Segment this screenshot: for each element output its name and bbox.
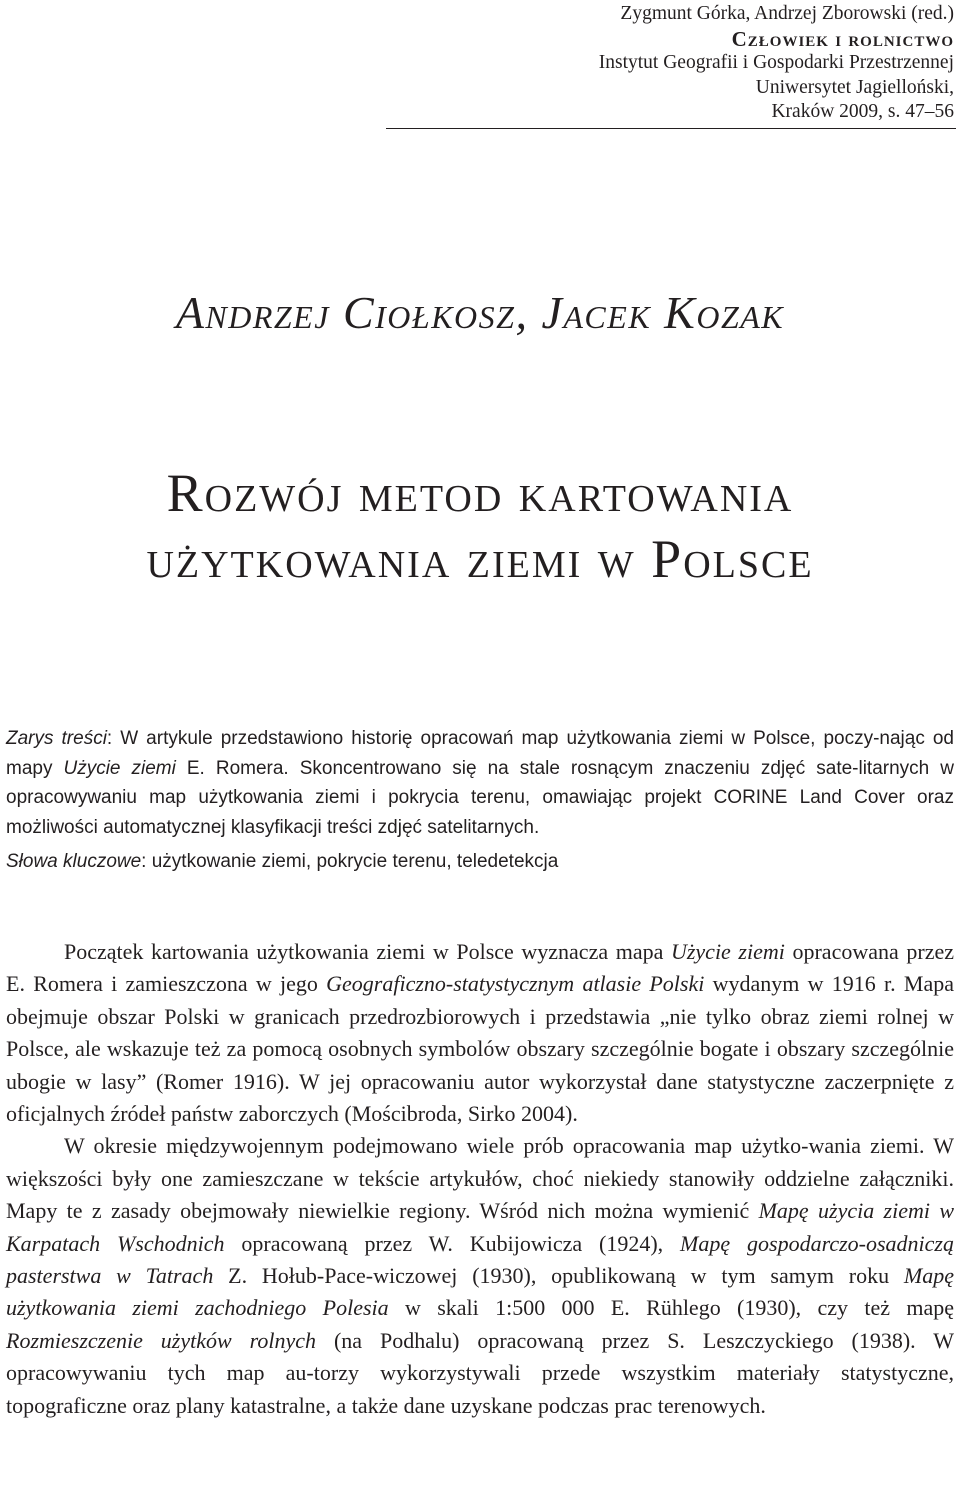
- paragraph-2-text-1: W okresie międzywojennym podejmowano wiele prób opracowania map użytko-wania ziemi. W większości były one zamieszczane w tekście artykułów, choć niekiedy stanowiły oddzielne załączniki. Mapy te z zasady obejmowały niewielkie regiony. Wśród nich można wymienić: [6, 1133, 954, 1224]
- running-header: [354, 2, 954, 125]
- abstract-label: Zarys treści: [6, 728, 107, 749]
- keywords-text: : użytkowanie ziemi, pokrycie terenu, teledetekcja: [141, 851, 559, 872]
- header-divider: [386, 128, 956, 129]
- book-editors: Zygmunt Górka, Andrzej Zborowski (red.): [620, 3, 954, 24]
- paragraph-2-text-4: w skali 1:500 000 E. Rühlego (1930), czy też mapę: [388, 1295, 954, 1321]
- paragraph-2-text-3: Z. Hołub-Pace-wiczowej (1930), opublikowaną w tym samym roku: [213, 1263, 904, 1289]
- paragraph-1-italic-2: Geograficzno-statystycznym atlasie Polski: [326, 971, 705, 997]
- paragraph-2-text-5: (na Podhalu) opracowaną przez S. Leszczyckiego (1938). W opracowywaniu tych map au-torzy wykorzystywali przede wszystkim materiały statystyczne, topograficzne oraz plany katastralne, a także dane uzyskane podczas prac terenowych.: [6, 1327, 954, 1418]
- publication-place-pages: Kraków 2009, s. 47–56: [771, 101, 954, 122]
- keywords: [6, 847, 954, 877]
- article-authors: Andrzej Ciołkosz, Jacek Kozak: [175, 287, 785, 338]
- article-title-line-1: Rozwój metod kartowania: [166, 463, 794, 523]
- paragraph-2-italic-1: Mapę użycia ziemi w Karpatach Wschodnich: [6, 1198, 954, 1256]
- paragraph-1-text-1: Początek kartowania użytkowania ziemi w Polsce wyznacza mapa: [64, 939, 671, 964]
- book-title: Człowiek i rolnictwo: [731, 26, 954, 51]
- article-title-line-2: użytkowania ziemi w Polsce: [146, 529, 814, 589]
- paragraph-1: [6, 936, 954, 1130]
- body-text: [6, 936, 954, 1422]
- abstract-text-1: : W artykule przedstawiono historię opracowań map użytkowania ziemi w Polsce, poczy-nając od mapy: [6, 728, 954, 779]
- abstract-italic-map-title: Użycie ziemi: [63, 757, 176, 779]
- paragraph-1-italic-1: Użycie ziemi: [670, 939, 785, 964]
- abstract: [6, 724, 954, 842]
- paragraph-2-italic-3: Mapę użytkowania ziemi zachodniego Polesia: [6, 1263, 954, 1321]
- paragraph-1-text-3: wydanym w 1916 r. Mapa obejmuje obszar Polski w granicach przedrozbiorowych i przedstawia „nie tylko obraz ziemi rolnej w Polsce, ale wskazuje też za pomocą osobnych symbolów obszary szczególnie bogate i obszary szczególnie ubogie w lasy” (Romer 1916). W jej opracowaniu autor wykorzystał dane statystyczne zaczerpnięte z oficjalnych źródeł państw zaborczych (Mościbroda, Sirko 2004).: [6, 971, 954, 1127]
- university-name: Uniwersytet Jagielloński,: [755, 76, 954, 98]
- abstract-text-2: E. Romera. Skoncentrowano się na stale rosnącym znaczeniu zdjęć sate-litarnych w opracowywaniu map użytkowania ziemi i pokrycia terenu, omawiając projekt CORINE Land Cover oraz możliwości automatycznej klasyfikacji treści zdjęć satelitarnych.: [6, 757, 954, 838]
- paragraph-2-text-2: opracowaną przez W. Kubijowicza (1924),: [224, 1230, 681, 1256]
- paragraph-2-italic-2: Mapę gospodarczo-osadniczą pasterstwa w Tatrach: [6, 1230, 954, 1289]
- article-title: [0, 460, 960, 592]
- paragraph-2: [6, 1130, 954, 1422]
- paragraph-1-text-2: opracowana przez E. Romera i zamieszczona w jego: [6, 939, 954, 997]
- paragraph-2-italic-4: Rozmieszczenie użytków rolnych: [6, 1327, 317, 1353]
- institute-name: Instytut Geografii i Gospodarki Przestrzennej: [598, 52, 954, 73]
- keywords-label: Słowa kluczowe: [6, 851, 142, 872]
